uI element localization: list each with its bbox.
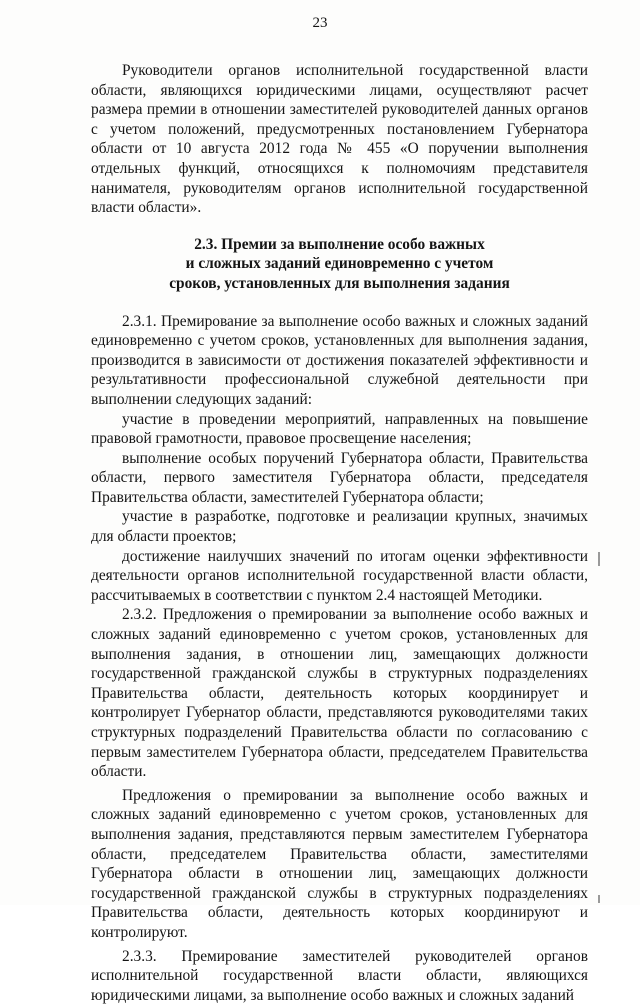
paragraph-2-3-1: 2.3.1. Премирование за выполнение особо важных и сложных заданий единовременно с учетом сроков, установленных для выполнения задания, производится в зависимости от достижения показателей эффективности и результативности профессиональной служебной деятельности при выполнении следующих заданий: (91, 312, 588, 408)
scan-edge-mark (598, 552, 600, 566)
paragraph-managers-calculation: Руководители органов исполнительной государственной власти области, являющихся юридическими лицами, осуществляют расчет размера премии в отношении заместителей руководителей данных органов с учетом положений, предусмотренных постановлением Губернатора области от 10 августа 2012 года № 455 «О поручении выполнения отдельных функций, относящихся к полномочиям представителя нанимателя, руководителям органов исполнительной государственной власти области». (91, 62, 588, 217)
spacer (91, 218, 588, 235)
list-item-major-projects: участие в разработке, подготовке и реализации крупных, значимых для области проектов; (91, 508, 588, 546)
list-item-legal-literacy: участие в проведении мероприятий, направленных на повышение правовой грамотности, правовое просвещение населения; (91, 410, 588, 448)
list-item-special-assignments: выполнение особых поручений Губернатора области, Правительства области, первого заместителя Губернатора области, председателя Правительства области, заместителей Губернатора области; (91, 449, 588, 506)
paragraph-2-3-3: 2.3.3. Премирование заместителей руководителей органов исполнительной государственной власти области, являющихся юридическими лицами, за выполнение особо важных и сложных заданий (91, 947, 588, 1004)
section-heading-2-3 (91, 235, 588, 294)
section-heading-line: сроков, установленных для выполнения задания (169, 274, 510, 292)
list-item-best-efficiency-values: достижение наилучших значений по итогам оценки эффективности деятельности органов исполнительной государственной власти области, рассчитываемых в соответствии с пунктом 2.4 настоящей Методики. (91, 547, 588, 604)
paragraph-proposals-deputies: Предложения о премировании за выполнение особо важных и сложных заданий единовременно с учетом сроков, установленных для выполнения задания, представляются первым заместителем Губернатора области, председателем Правительства области, заместителями Губернатора области в отношении лиц, замещающих должности государственной гражданской службы в структурных подразделениях Правительства области, деятельность которых координируют и контролируют. (91, 786, 588, 941)
document-body (91, 61, 588, 1005)
paragraph-2-3-2: 2.3.2. Предложения о премировании за выполнение особо важных и сложных заданий единовременно с учетом сроков, установленных для выполнения задания, в отношении лиц, замещающих должности государственной гражданской службы в структурных подразделениях Правительства области, деятельность которых координирует и контролирует Губернатор области, представляются руководителями таких структурных подразделений Правительства области по согласованию с первым заместителем Губернатора области, председателем Правительства области. (91, 606, 588, 781)
section-heading-line: и сложных заданий единовременно с учетом (185, 255, 494, 273)
scan-edge-mark (598, 895, 600, 903)
page-number: 23 (312, 15, 328, 31)
section-heading-line: 2.3. Премии за выполнение особо важных (194, 235, 485, 253)
spacer (91, 294, 588, 312)
